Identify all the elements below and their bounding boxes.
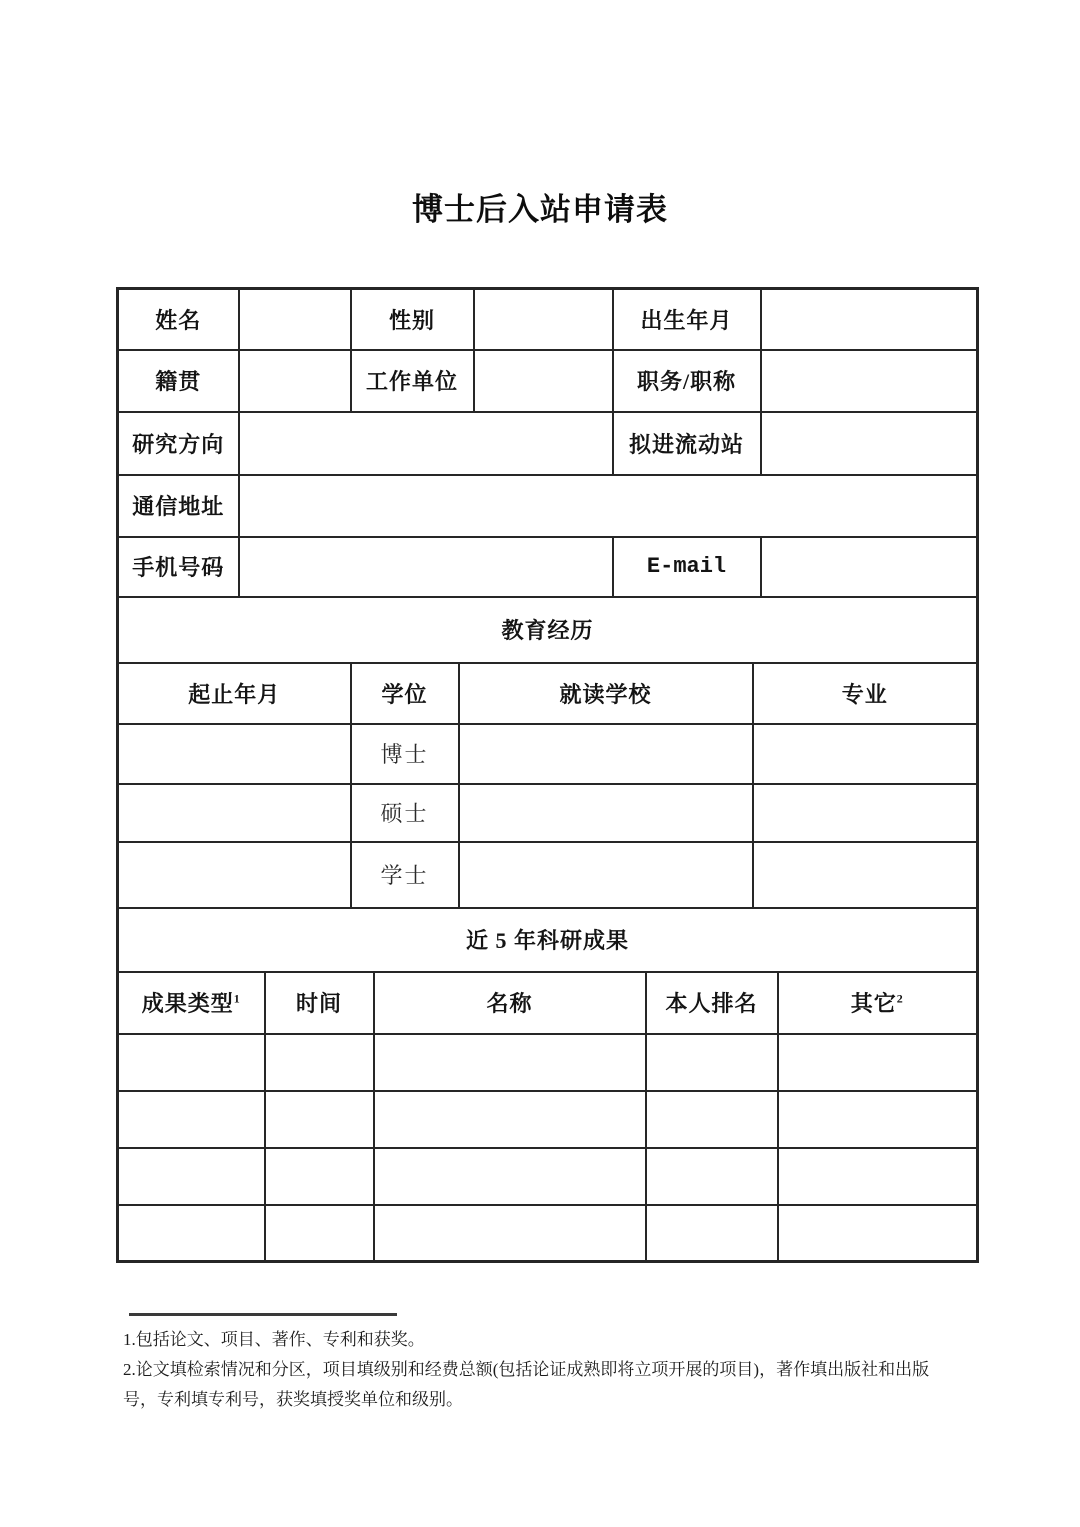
achievement-entry-row — [118, 1205, 978, 1262]
edu-doctor-period-cell[interactable] — [118, 724, 351, 784]
achievement-rank-cell[interactable] — [646, 1205, 778, 1262]
achievement-rank-cell[interactable] — [646, 1034, 778, 1091]
work-unit-input-cell[interactable] — [474, 350, 613, 412]
achievement-other-cell[interactable] — [778, 1205, 978, 1262]
row-native-work-position — [118, 350, 978, 412]
achievement-other-footnote-ref: 2 — [896, 991, 904, 1006]
native-place-input-cell[interactable] — [239, 350, 351, 412]
education-header-row — [118, 663, 978, 724]
achievement-type-cell[interactable] — [118, 1034, 265, 1091]
achievement-type-header — [118, 972, 265, 1034]
mailing-address-label: 通信地址 — [118, 475, 239, 537]
gender-input-cell[interactable] — [474, 289, 613, 350]
position-title-label: 职务/职称 — [613, 350, 761, 412]
name-input-cell[interactable] — [239, 289, 351, 350]
achievement-time-cell[interactable] — [265, 1034, 374, 1091]
birth-date-label: 出生年月 — [613, 289, 761, 350]
education-bachelor-row — [118, 842, 978, 908]
education-master-row — [118, 784, 978, 842]
doctor-degree-label: 博士 — [351, 724, 459, 784]
edu-major-header: 专业 — [753, 663, 978, 724]
achievement-name-cell[interactable] — [374, 1148, 646, 1205]
achievement-other-cell[interactable] — [778, 1091, 978, 1148]
achievements-section-header: 近 5 年科研成果 — [118, 908, 978, 972]
row-name-gender-birth — [118, 289, 978, 350]
achievements-section-row — [118, 908, 978, 972]
application-form-table — [116, 287, 979, 1263]
mobile-station-label: 拟进流动站 — [613, 412, 761, 475]
mobile-station-input-cell[interactable] — [761, 412, 978, 475]
footnote-divider — [129, 1313, 397, 1316]
research-direction-label: 研究方向 — [118, 412, 239, 475]
edu-period-header: 起止年月 — [118, 663, 351, 724]
position-title-input-cell[interactable] — [761, 350, 978, 412]
master-degree-label: 硕士 — [351, 784, 459, 842]
native-place-label: 籍贯 — [118, 350, 239, 412]
achievement-time-header: 时间 — [265, 972, 374, 1034]
name-label: 姓名 — [118, 289, 239, 350]
page-title: 博士后入站申请表 — [412, 192, 668, 227]
achievement-entry-row — [118, 1034, 978, 1091]
achievement-rank-cell[interactable] — [646, 1148, 778, 1205]
footnote-1: 1.包括论文、项目、著作、专利和获奖。 — [123, 1330, 425, 1349]
achievement-rank-cell[interactable] — [646, 1091, 778, 1148]
achievement-name-cell[interactable] — [374, 1091, 646, 1148]
achievement-entry-row — [118, 1148, 978, 1205]
achievement-time-cell[interactable] — [265, 1205, 374, 1262]
achievement-rank-header: 本人排名 — [646, 972, 778, 1034]
edu-doctor-school-cell[interactable] — [459, 724, 753, 784]
row-mobile-email — [118, 537, 978, 597]
education-section-row — [118, 597, 978, 663]
edu-degree-header: 学位 — [351, 663, 459, 724]
bachelor-degree-label: 学士 — [351, 842, 459, 908]
edu-bachelor-major-cell[interactable] — [753, 842, 978, 908]
achievement-name-header: 名称 — [374, 972, 646, 1034]
edu-bachelor-school-cell[interactable] — [459, 842, 753, 908]
education-doctor-row — [118, 724, 978, 784]
edu-school-header: 就读学校 — [459, 663, 753, 724]
edu-doctor-major-cell[interactable] — [753, 724, 978, 784]
achievement-type-cell[interactable] — [118, 1148, 265, 1205]
achievement-type-label: 成果类型 — [141, 991, 234, 1016]
achievement-other-label: 其它 — [850, 991, 897, 1016]
achievement-name-cell[interactable] — [374, 1205, 646, 1262]
achievement-name-cell[interactable] — [374, 1034, 646, 1091]
education-section-header: 教育经历 — [118, 597, 978, 663]
achievement-type-cell[interactable] — [118, 1205, 265, 1262]
edu-master-school-cell[interactable] — [459, 784, 753, 842]
achievement-other-header — [778, 972, 978, 1034]
mobile-number-input-cell[interactable] — [239, 537, 613, 597]
email-label: E-mail — [613, 537, 761, 597]
achievement-other-cell[interactable] — [778, 1034, 978, 1091]
achievement-time-cell[interactable] — [265, 1091, 374, 1148]
row-address — [118, 475, 978, 537]
edu-bachelor-period-cell[interactable] — [118, 842, 351, 908]
footnote-2: 2.论文填检索情况和分区，项目填级别和经费总额(包括论证成熟即将立项开展的项目)，著作填出版社和出版号，专利填专利号，获奖填授奖单位和级别。 — [123, 1360, 930, 1409]
birth-date-input-cell[interactable] — [761, 289, 978, 350]
mailing-address-input-cell[interactable] — [239, 475, 978, 537]
achievement-other-cell[interactable] — [778, 1148, 978, 1205]
achievement-entry-row — [118, 1091, 978, 1148]
edu-master-period-cell[interactable] — [118, 784, 351, 842]
mobile-number-label: 手机号码 — [118, 537, 239, 597]
gender-label: 性别 — [351, 289, 474, 350]
work-unit-label: 工作单位 — [351, 350, 474, 412]
achievement-time-cell[interactable] — [265, 1148, 374, 1205]
edu-master-major-cell[interactable] — [753, 784, 978, 842]
row-research-station — [118, 412, 978, 475]
email-input-cell[interactable] — [761, 537, 978, 597]
footnotes-block — [123, 1313, 963, 1415]
research-direction-input-cell[interactable] — [239, 412, 613, 475]
achievements-header-row — [118, 972, 978, 1034]
achievement-type-cell[interactable] — [118, 1091, 265, 1148]
achievement-type-footnote-ref: 1 — [233, 991, 241, 1006]
